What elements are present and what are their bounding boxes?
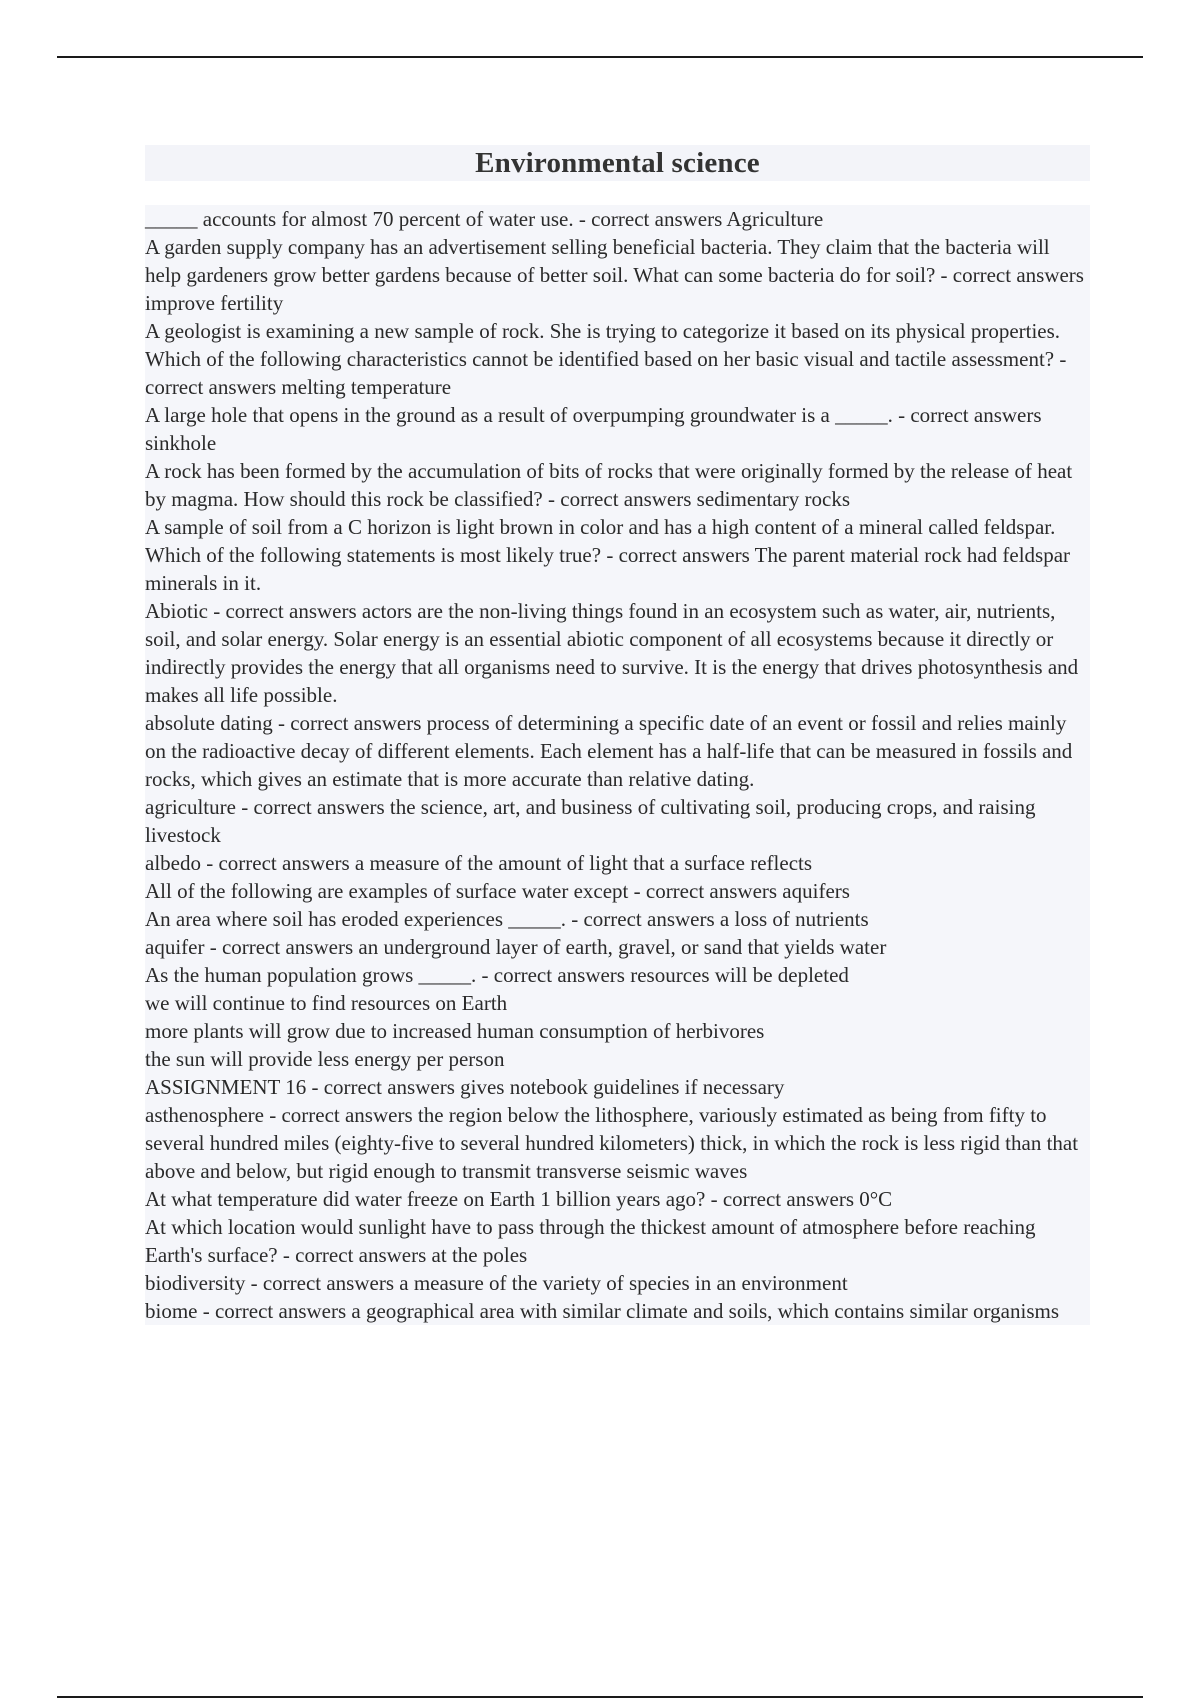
flashcard-entry: Abiotic - correct answers actors are the non-living things found in an ecosystem such as water, air, nutrients, soil, and solar energy. Solar energy is an essential abiotic component of all ecosystems because it directly or indirectly provides the energy that all organisms need to survive. It is the energy that drives photosynthesis and makes all life possible. — [145, 597, 1090, 709]
flashcard-entry: albedo - correct answers a measure of the amount of light that a surface reflects — [145, 849, 1090, 877]
document-body — [145, 145, 1090, 1325]
flashcard-entry: aquifer - correct answers an underground layer of earth, gravel, or sand that yields water — [145, 933, 1090, 961]
page-top-rule — [57, 56, 1143, 58]
flashcard-entry: _____ accounts for almost 70 percent of water use. - correct answers Agriculture — [145, 205, 1090, 233]
document-title: Environmental science — [475, 146, 760, 179]
flashcard-entry: As the human population grows _____. - correct answers resources will be depleted — [145, 961, 1090, 989]
flashcard-entry: A rock has been formed by the accumulation of bits of rocks that were originally formed by the release of heat by magma. How should this rock be classified? - correct answers sedimentary rocks — [145, 457, 1090, 513]
flashcard-entry: At which location would sunlight have to pass through the thickest amount of atmosphere before reaching Earth's surface? - correct answers at the poles — [145, 1213, 1090, 1269]
flashcard-entry: At what temperature did water freeze on Earth 1 billion years ago? - correct answers 0°C — [145, 1185, 1090, 1213]
flashcard-list — [145, 205, 1090, 1325]
flashcard-entry: A garden supply company has an advertisement selling beneficial bacteria. They claim that the bacteria will help gardeners grow better gardens because of better soil. What can some bacteria do for soil? - correct answers improve fertility — [145, 233, 1090, 317]
flashcard-entry: A sample of soil from a C horizon is light brown in color and has a high content of a mineral called feldspar. Which of the following statements is most likely true? - correct answers The parent material rock had feldspar minerals in it. — [145, 513, 1090, 597]
flashcard-entry: we will continue to find resources on Earth — [145, 989, 1090, 1017]
flashcard-entry: biome - correct answers a geographical area with similar climate and soils, which contains similar organisms — [145, 1297, 1090, 1325]
flashcard-entry: A large hole that opens in the ground as a result of overpumping groundwater is a _____. - correct answers sinkhole — [145, 401, 1090, 457]
flashcard-entry: asthenosphere - correct answers the region below the lithosphere, variously estimated as being from fifty to several hundred miles (eighty-five to several hundred kilometers) thick, in which the rock is less rigid than that above and below, but rigid enough to transmit transverse seismic waves — [145, 1101, 1090, 1185]
flashcard-entry: All of the following are examples of surface water except - correct answers aquifers — [145, 877, 1090, 905]
title-band — [145, 145, 1090, 181]
page-bottom-rule — [57, 1696, 1143, 1698]
flashcard-entry: more plants will grow due to increased human consumption of herbivores — [145, 1017, 1090, 1045]
flashcard-entry: ASSIGNMENT 16 - correct answers gives notebook guidelines if necessary — [145, 1073, 1090, 1101]
flashcard-entry: agriculture - correct answers the science, art, and business of cultivating soil, producing crops, and raising livestock — [145, 793, 1090, 849]
flashcard-entry: A geologist is examining a new sample of rock. She is trying to categorize it based on its physical properties. Which of the following characteristics cannot be identified based on her basic visual and tactile assessment? - correct answers melting temperature — [145, 317, 1090, 401]
flashcard-entry: the sun will provide less energy per person — [145, 1045, 1090, 1073]
flashcard-entry: biodiversity - correct answers a measure of the variety of species in an environment — [145, 1269, 1090, 1297]
flashcard-entry: absolute dating - correct answers process of determining a specific date of an event or fossil and relies mainly on the radioactive decay of different elements. Each element has a half-life that can be measured in fossils and rocks, which gives an estimate that is more accurate than relative dating. — [145, 709, 1090, 793]
flashcard-entry: An area where soil has eroded experiences _____. - correct answers a loss of nutrients — [145, 905, 1090, 933]
